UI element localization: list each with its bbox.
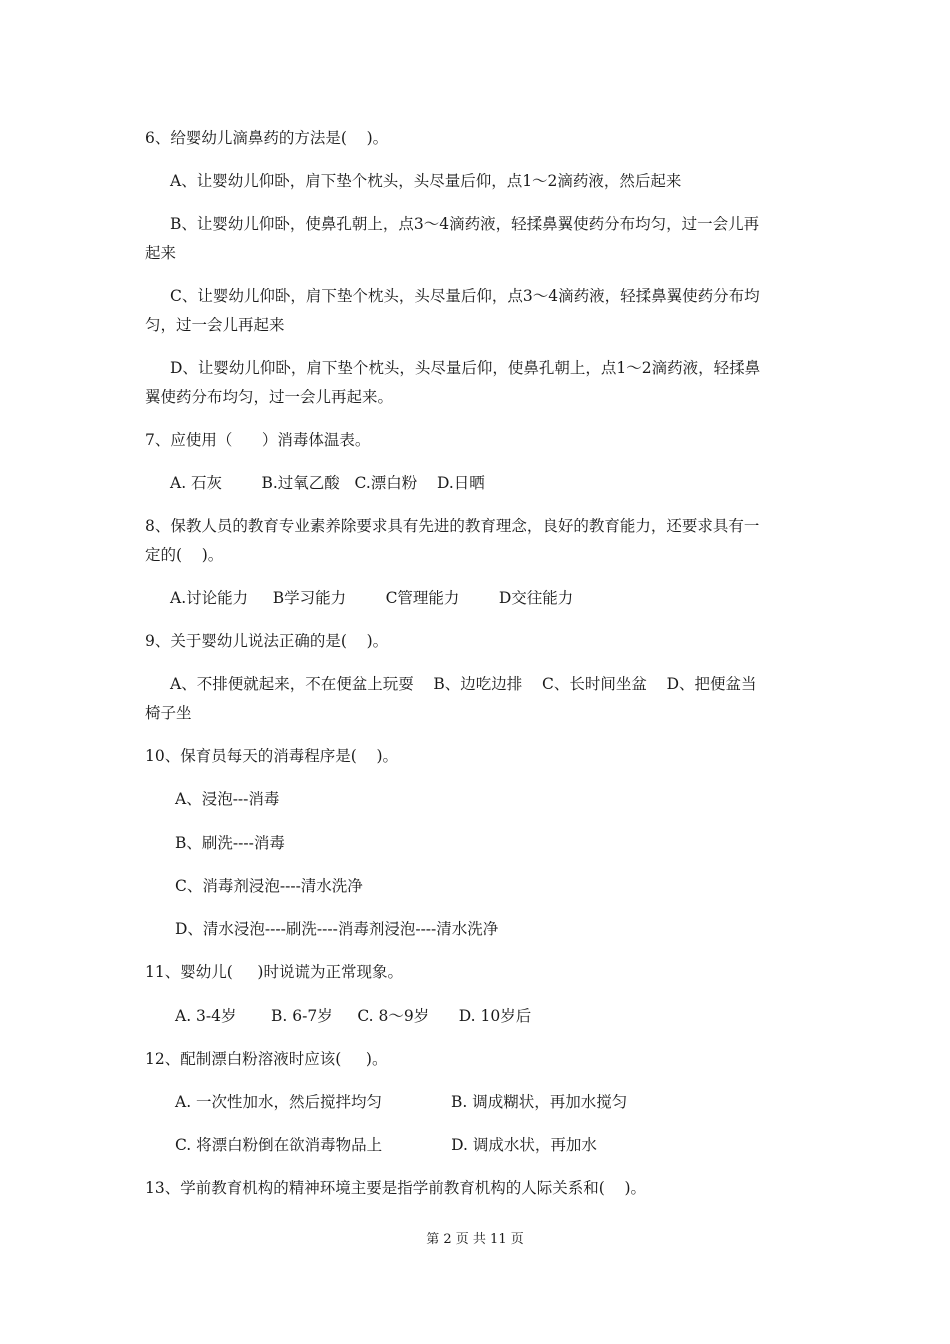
question-6-option-b-cont: 起来 [145, 244, 177, 262]
question-8-stem-cont: 定的( )。 [145, 546, 224, 564]
question-10-stem: 10、保育员每天的消毒程序是( )。 [145, 747, 399, 765]
question-7-options: A. 石灰 B.过氧乙酸 C.漂白粉 D.日晒 [170, 474, 485, 492]
question-12-options-cd: C. 将漂白粉倒在欲消毒物品上 D. 调成水状，再加水 [175, 1136, 597, 1154]
question-6-option-c: C、让婴幼儿仰卧，肩下垫个枕头，头尽量后仰，点3～4滴药液，轻揉鼻翼使药分布均 [170, 287, 760, 305]
question-6-option-c-cont: 匀，过一会儿再起来 [145, 316, 285, 334]
question-9-stem: 9、关于婴幼儿说法正确的是( )。 [145, 632, 389, 650]
question-6-option-a: A、让婴幼儿仰卧，肩下垫个枕头，头尽量后仰，点1～2滴药液，然后起来 [170, 172, 682, 190]
question-7-stem: 7、应使用（ ）消毒体温表。 [145, 431, 371, 449]
question-9-options: A、不排便就起来，不在便盆上玩耍 B、边吃边排 C、长时间坐盆 D、把便盆当 [170, 675, 757, 693]
question-8-options: A.讨论能力 B学习能力 C管理能力 D交往能力 [170, 589, 574, 607]
question-6-option-d-cont: 翼使药分布均匀，过一会儿再起来。 [145, 388, 394, 406]
question-11-options: A. 3-4岁 B. 6-7岁 C. 8～9岁 D. 10岁后 [175, 1007, 532, 1025]
question-12-options-ab: A. 一次性加水，然后搅拌均匀 B. 调成糊状，再加水搅匀 [175, 1093, 628, 1111]
question-10-option-b: B、刷洗----消毒 [175, 834, 285, 852]
question-13-stem: 13、学前教育机构的精神环境主要是指学前教育机构的人际关系和( )。 [145, 1179, 647, 1197]
question-6-option-b: B、让婴幼儿仰卧，使鼻孔朝上，点3～4滴药液，轻揉鼻翼使药分布均匀，过一会儿再 [170, 215, 760, 233]
question-11-stem: 11、婴幼儿( )时说谎为正常现象。 [145, 963, 403, 981]
question-6-stem: 6、给婴幼儿滴鼻药的方法是( )。 [145, 129, 389, 147]
question-10-option-c: C、消毒剂浸泡----清水洗净 [175, 877, 363, 895]
question-10-option-d: D、清水浸泡----刷洗----消毒剂浸泡----清水洗净 [175, 920, 499, 938]
question-6-option-d: D、让婴幼儿仰卧，肩下垫个枕头，头尽量后仰，使鼻孔朝上，点1～2滴药液，轻揉鼻 [170, 359, 761, 377]
question-12-stem: 12、配制漂白粉溶液时应该( )。 [145, 1050, 388, 1068]
question-8-stem: 8、保教人员的教育专业素养除要求具有先进的教育理念，良好的教育能力，还要求具有一 [145, 517, 760, 535]
page-footer: 第 2 页 共 11 页 [426, 1232, 524, 1247]
question-9-options-cont: 椅子坐 [145, 704, 192, 722]
question-10-option-a: A、浸泡---消毒 [175, 790, 280, 808]
